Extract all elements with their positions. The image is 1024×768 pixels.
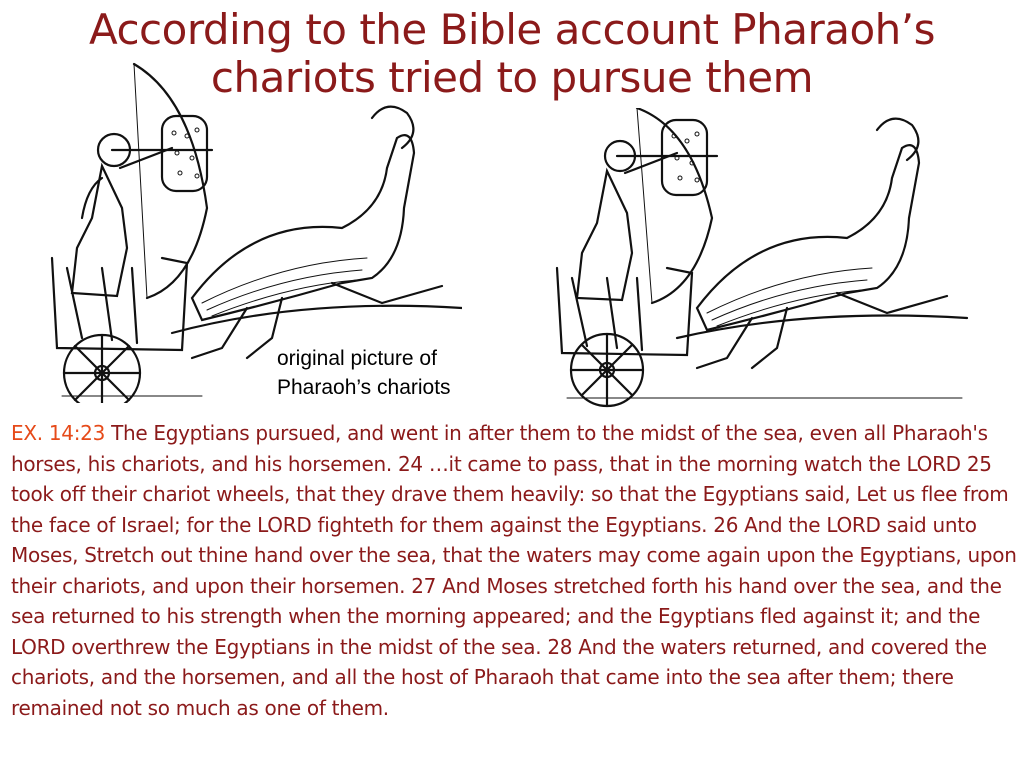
image-caption (277, 344, 451, 402)
slide-title-line2: chariots tried to pursue them (210, 53, 814, 102)
slide-title-line1: According to the Bible account Pharaoh’s (88, 5, 936, 54)
caption-line1: original picture of (277, 347, 437, 370)
scripture-passage (11, 418, 1017, 723)
scripture-reference: EX. 14:23 (11, 421, 105, 445)
chariot-illustration-right (552, 108, 972, 408)
scripture-text: The Egyptians pursued, and went in after them to the midst of the sea, even all Pharaoh's horses, his chariots, and his horsemen. 24 …it came to pass, that in the morning watch the LORD 25 took off their chariot wheels, that they drave them heavily: so that the Egyptians said, Let us flee from the face of Israel; for the LORD fighteth for them against the Egyptians. 26 And the LORD said unto Moses, Stretch out thine hand over the sea, that the waters may come again upon the Egyptians, upon their chariots, and upon their horsemen. 27 And Moses stretched forth his hand over the sea, and the sea returned to his strength when the morning appeared; and the Egyptians fled against it; and the LORD overthrew the Egyptians in the midst of the sea. 28 And the waters returned, and covered the chariots, and the horsemen, and all the host of Pharaoh that came into the sea after them; there remained not so much as one of them. (11, 421, 1017, 720)
caption-line2: Pharaoh’s chariots (277, 376, 451, 399)
